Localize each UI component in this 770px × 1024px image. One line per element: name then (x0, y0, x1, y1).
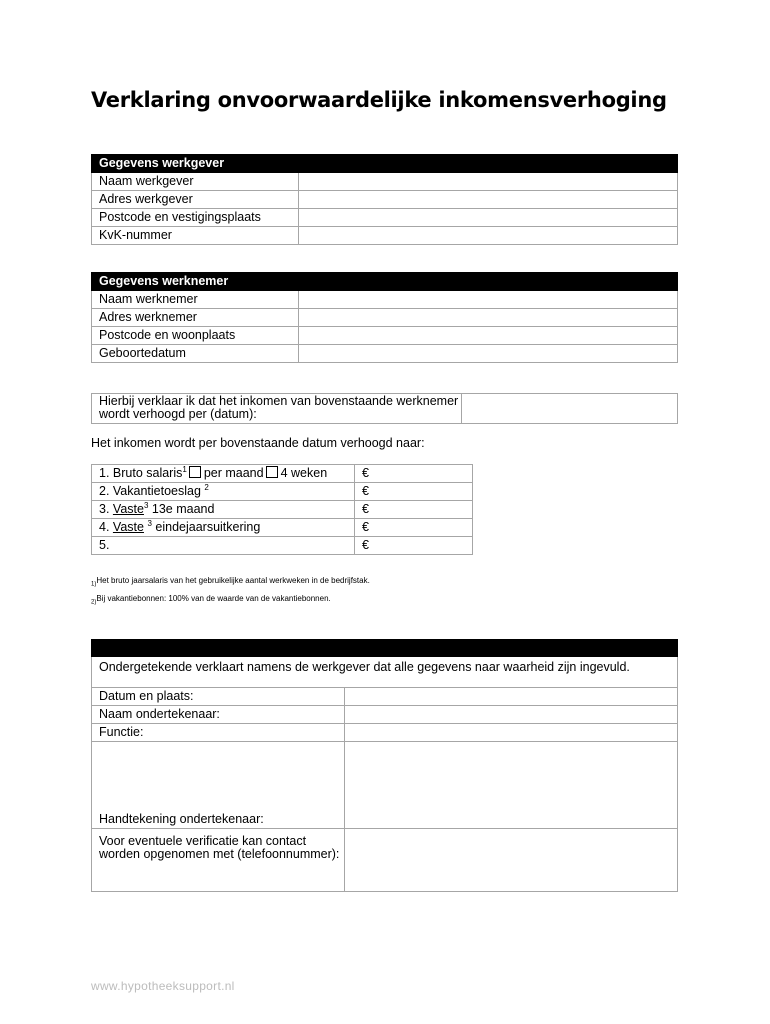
werkgever-table (91, 154, 678, 245)
label-bruto-salaris: 1. Bruto salaris (99, 466, 183, 480)
input-handtekening[interactable] (345, 742, 678, 829)
label-kvk-nummer: KvK-nummer (92, 227, 299, 245)
label-eindejaarsuitkering: eindejaarsuitkering (155, 520, 261, 534)
input-naam-werkgever[interactable] (299, 173, 678, 191)
input-functie[interactable] (345, 724, 678, 742)
input-geboortedatum[interactable] (299, 345, 678, 363)
label-naam-werkgever: Naam werkgever (92, 173, 299, 191)
label-naam-werknemer: Naam werknemer (92, 291, 299, 309)
label-verificatie: Voor eventuele verificatie kan contact worden opgenomen met (telefoonnummer): (92, 829, 345, 892)
label-postcode-woonplaats: Postcode en woonplaats (92, 327, 299, 345)
checkbox-4-weken[interactable] (266, 466, 278, 478)
input-eindejaarsuitkering[interactable]: € (355, 519, 473, 537)
input-datum-verhoging[interactable] (462, 394, 678, 424)
page-title: Verklaring onvoorwaardelijke inkomensverhoging (91, 88, 667, 112)
input-adres-werkgever[interactable] (299, 191, 678, 209)
label-geboortedatum: Geboortedatum (92, 345, 299, 363)
label-vaste: Vaste (112, 520, 144, 534)
label-vaste: Vaste (112, 502, 144, 516)
label-handtekening: Handtekening ondertekenaar: (92, 742, 345, 829)
footnote-mark: 1) (91, 581, 97, 588)
label-adres-werknemer: Adres werknemer (92, 309, 299, 327)
label-vakantietoeslag: 2. Vakantietoeslag (99, 484, 201, 498)
input-datum-plaats[interactable] (345, 688, 678, 706)
werknemer-header: Gegevens werknemer (92, 273, 299, 291)
intro-text: Het inkomen wordt per bovenstaande datum verhoogd naar: (91, 436, 425, 450)
input-postcode-vestigingsplaats[interactable] (299, 209, 678, 227)
label-naam-ondertekenaar: Naam ondertekenaar: (92, 706, 345, 724)
label-4-weken: 4 weken (280, 466, 328, 480)
footnote-ref: 3 (143, 500, 149, 510)
footnote-text: Het bruto jaarsalaris van het gebruikelijke aantal werkweken in de bedrijfstak. (96, 576, 370, 585)
input-vakantietoeslag[interactable]: € (355, 483, 473, 501)
row-bruto-salaris (92, 465, 355, 483)
footer-url: www.hypotheeksupport.nl (91, 979, 235, 993)
verklaring-table (91, 393, 678, 424)
label-num: 3. (99, 502, 110, 516)
footnote-ref: 1 (182, 464, 187, 474)
row-5: 5. (92, 537, 355, 555)
input-naam-ondertekenaar[interactable] (345, 706, 678, 724)
footnote-mark: 2) (91, 599, 97, 606)
footnote-1 (91, 576, 370, 588)
footnote-ref: 2 (204, 482, 209, 492)
input-kvk-nummer[interactable] (299, 227, 678, 245)
input-naam-werknemer[interactable] (299, 291, 678, 309)
input-adres-werknemer[interactable] (299, 309, 678, 327)
header-fill (299, 155, 678, 173)
input-bruto-salaris[interactable]: € (355, 465, 473, 483)
ondertekening-table (91, 639, 678, 892)
declaration-text: Ondergetekende verklaart namens de werkgever dat alle gegevens naar waarheid zijn ingevuld. (92, 657, 678, 688)
input-telefoonnummer[interactable] (345, 829, 678, 892)
footnote-text: Bij vakantiebonnen: 100% van de waarde van de vakantiebonnen. (96, 594, 331, 603)
footnote-2 (91, 594, 331, 606)
verklaring-text: Hierbij verklaar ik dat het inkomen van bovenstaande werknemer wordt verhoogd per (datum): (92, 394, 462, 424)
label-per-maand: per maand (203, 466, 264, 480)
row-vakantietoeslag (92, 483, 355, 501)
werknemer-table (91, 272, 678, 363)
label-adres-werkgever: Adres werkgever (92, 191, 299, 209)
footnote-ref: 3 (147, 518, 152, 528)
label-postcode-vestigingsplaats: Postcode en vestigingsplaats (92, 209, 299, 227)
werkgever-header: Gegevens werkgever (92, 155, 299, 173)
label-datum-plaats: Datum en plaats: (92, 688, 345, 706)
header-fill (299, 273, 678, 291)
ondertekening-header (92, 640, 678, 657)
row-13e-maand (92, 501, 355, 519)
input-postcode-woonplaats[interactable] (299, 327, 678, 345)
label-functie: Functie: (92, 724, 345, 742)
checkbox-per-maand[interactable] (189, 466, 201, 478)
label-13e-maand: 13e maand (151, 502, 215, 516)
inkomen-table (91, 464, 473, 555)
row-eindejaarsuitkering (92, 519, 355, 537)
input-13e-maand[interactable]: € (355, 501, 473, 519)
input-row-5[interactable]: € (355, 537, 473, 555)
label-num: 4. (99, 520, 110, 534)
